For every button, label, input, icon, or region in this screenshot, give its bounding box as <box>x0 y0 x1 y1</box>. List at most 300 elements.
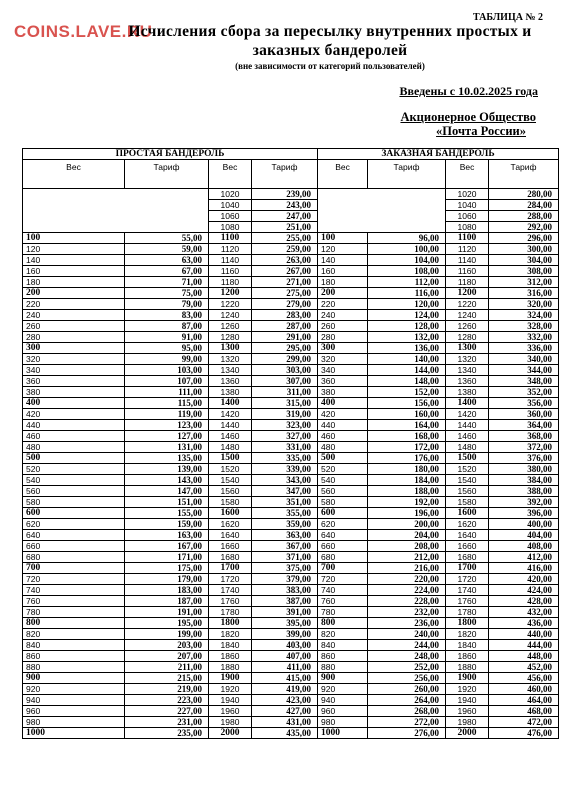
table-cell: 1020 <box>446 189 489 200</box>
tariff-cell: 320,00 <box>489 299 559 310</box>
tariff-cell: 387,00 <box>252 596 318 607</box>
tariff-cell: 355,00 <box>252 508 318 519</box>
weight-cell: 560 <box>318 486 368 497</box>
tariff-cell: 403,00 <box>252 640 318 651</box>
tariff-cell: 184,00 <box>368 475 446 486</box>
organization-line-2: «Почта России» <box>436 124 526 138</box>
table-row <box>23 288 559 299</box>
weight-cell: 1660 <box>209 541 252 552</box>
tariff-cell: 343,00 <box>252 475 318 486</box>
organization-line-1: Акционерное Общество <box>400 110 536 124</box>
weight-cell: 1520 <box>209 464 252 475</box>
weight-cell: 1800 <box>446 618 489 629</box>
weight-cell: 580 <box>318 497 368 508</box>
tariff-cell: 211,00 <box>125 662 209 673</box>
weight-cell: 360 <box>318 376 368 387</box>
weight-cell: 940 <box>23 695 125 706</box>
weight-cell: 1380 <box>209 387 252 398</box>
weight-cell: 1960 <box>446 706 489 717</box>
weight-cell: 1700 <box>209 563 252 574</box>
weight-cell: 620 <box>23 519 125 530</box>
tariff-cell: 268,00 <box>368 706 446 717</box>
table-row <box>23 728 559 739</box>
tariff-cell: 164,00 <box>368 420 446 431</box>
weight-cell: 1560 <box>209 486 252 497</box>
tariff-cell: 392,00 <box>489 497 559 508</box>
table-number: ТАБЛИЦА № 2 <box>472 12 543 23</box>
tariff-cell: 456,00 <box>489 673 559 684</box>
weight-cell: 840 <box>23 640 125 651</box>
weight-cell: 1980 <box>209 717 252 728</box>
tariff-cell: 252,00 <box>368 662 446 673</box>
tariff-cell: 472,00 <box>489 717 559 728</box>
weight-cell: 820 <box>23 629 125 640</box>
table-row <box>23 519 559 530</box>
weight-cell: 1000 <box>318 728 368 739</box>
weight-cell: 1580 <box>446 497 489 508</box>
tariff-cell: 199,00 <box>125 629 209 640</box>
weight-cell: 1260 <box>446 321 489 332</box>
weight-cell: 1400 <box>446 398 489 409</box>
weight-cell: 960 <box>318 706 368 717</box>
weight-cell: 280 <box>318 332 368 343</box>
tariff-cell: 468,00 <box>489 706 559 717</box>
table-row <box>23 629 559 640</box>
tariff-cell: 228,00 <box>368 596 446 607</box>
tariff-cell: 444,00 <box>489 640 559 651</box>
tariff-cell: 419,00 <box>252 684 318 695</box>
table-cell: 280,00 <box>489 189 559 200</box>
tariff-cell: 256,00 <box>368 673 446 684</box>
tariff-cell: 344,00 <box>489 365 559 376</box>
weight-cell: 1320 <box>209 354 252 365</box>
tariff-cell: 160,00 <box>368 409 446 420</box>
tariff-cell: 123,00 <box>125 420 209 431</box>
weight-cell: 1000 <box>23 728 125 739</box>
table-cell: 243,00 <box>252 200 318 211</box>
tariff-cell: 127,00 <box>125 431 209 442</box>
tariff-cell: 104,00 <box>368 255 446 266</box>
weight-cell: 1800 <box>209 618 252 629</box>
weight-cell: 100 <box>23 233 125 244</box>
table-row <box>23 530 559 541</box>
weight-cell: 720 <box>318 574 368 585</box>
weight-cell: 1500 <box>446 453 489 464</box>
table-cell: 292,00 <box>489 222 559 233</box>
weight-cell: 900 <box>318 673 368 684</box>
weight-cell: 500 <box>23 453 125 464</box>
weight-cell: 1140 <box>209 255 252 266</box>
weight-cell: 1340 <box>446 365 489 376</box>
weight-cell: 180 <box>23 277 125 288</box>
tariff-cell: 176,00 <box>368 453 446 464</box>
tariff-cell: 192,00 <box>368 497 446 508</box>
weight-cell: 1780 <box>209 607 252 618</box>
weight-cell: 360 <box>23 376 125 387</box>
weight-cell: 1820 <box>209 629 252 640</box>
weight-cell: 520 <box>23 464 125 475</box>
table-row <box>23 409 559 420</box>
weight-cell: 200 <box>318 288 368 299</box>
weight-cell: 700 <box>318 563 368 574</box>
weight-cell: 160 <box>23 266 125 277</box>
tariff-cell: 195,00 <box>125 618 209 629</box>
tariff-cell: 175,00 <box>125 563 209 574</box>
weight-cell: 760 <box>318 596 368 607</box>
weight-cell: 300 <box>23 343 125 354</box>
tariff-cell: 460,00 <box>489 684 559 695</box>
tariff-cell: 416,00 <box>489 563 559 574</box>
tariff-cell: 148,00 <box>368 376 446 387</box>
tariff-cell: 420,00 <box>489 574 559 585</box>
tariff-cell: 448,00 <box>489 651 559 662</box>
tariff-cell: 119,00 <box>125 409 209 420</box>
weight-cell: 780 <box>23 607 125 618</box>
tariff-cell: 408,00 <box>489 541 559 552</box>
weight-cell: 1220 <box>209 299 252 310</box>
weight-cell: 1840 <box>446 640 489 651</box>
tariff-cell: 364,00 <box>489 420 559 431</box>
tariff-cell: 99,00 <box>125 354 209 365</box>
table-row <box>23 189 559 200</box>
tariff-cell: 332,00 <box>489 332 559 343</box>
table-row <box>23 244 559 255</box>
tariff-table <box>22 148 559 739</box>
table-row <box>23 420 559 431</box>
tariff-cell: 219,00 <box>125 684 209 695</box>
table-row <box>23 332 559 343</box>
weight-cell: 460 <box>318 431 368 442</box>
tariff-cell: 359,00 <box>252 519 318 530</box>
tariff-cell: 172,00 <box>368 442 446 453</box>
table-row <box>23 376 559 387</box>
tariff-cell: 360,00 <box>489 409 559 420</box>
weight-cell: 1720 <box>446 574 489 585</box>
weight-cell: 740 <box>23 585 125 596</box>
weight-cell: 120 <box>318 244 368 255</box>
weight-cell: 960 <box>23 706 125 717</box>
col-weight-header: Вес <box>23 160 125 189</box>
tariff-cell: 220,00 <box>368 574 446 585</box>
tariff-cell: 116,00 <box>368 288 446 299</box>
tariff-cell: 187,00 <box>125 596 209 607</box>
weight-cell: 1860 <box>446 651 489 662</box>
col-weight-header: Вес <box>318 160 368 189</box>
tariff-cell: 436,00 <box>489 618 559 629</box>
table-row <box>23 508 559 519</box>
weight-cell: 640 <box>23 530 125 541</box>
tariff-cell: 427,00 <box>252 706 318 717</box>
weight-cell: 800 <box>318 618 368 629</box>
weight-cell: 1560 <box>446 486 489 497</box>
tariff-cell: 200,00 <box>368 519 446 530</box>
table-row <box>23 266 559 277</box>
table-row <box>23 651 559 662</box>
table-row <box>23 354 559 365</box>
tariff-cell: 223,00 <box>125 695 209 706</box>
tariff-cell: 296,00 <box>489 233 559 244</box>
table-cell: 284,00 <box>489 200 559 211</box>
empty-cell <box>23 189 209 233</box>
weight-cell: 1100 <box>446 233 489 244</box>
weight-cell: 1100 <box>209 233 252 244</box>
tariff-cell: 476,00 <box>489 728 559 739</box>
tariff-cell: 140,00 <box>368 354 446 365</box>
tariff-cell: 71,00 <box>125 277 209 288</box>
weight-cell: 680 <box>23 552 125 563</box>
tariff-cell: 283,00 <box>252 310 318 321</box>
tariff-cell: 395,00 <box>252 618 318 629</box>
weight-cell: 860 <box>23 651 125 662</box>
tariff-cell: 367,00 <box>252 541 318 552</box>
table-cell: 1020 <box>209 189 252 200</box>
weight-cell: 740 <box>318 585 368 596</box>
table-row <box>23 541 559 552</box>
weight-cell: 1480 <box>209 442 252 453</box>
tariff-cell: 363,00 <box>252 530 318 541</box>
weight-cell: 680 <box>318 552 368 563</box>
tariff-cell: 356,00 <box>489 398 559 409</box>
table-cell: 1040 <box>209 200 252 211</box>
weight-cell: 180 <box>318 277 368 288</box>
tariff-cell: 231,00 <box>125 717 209 728</box>
tariff-cell: 300,00 <box>489 244 559 255</box>
weight-cell: 320 <box>23 354 125 365</box>
weight-cell: 1520 <box>446 464 489 475</box>
weight-cell: 1680 <box>446 552 489 563</box>
tariff-cell: 115,00 <box>125 398 209 409</box>
weight-cell: 1220 <box>446 299 489 310</box>
tariff-cell: 96,00 <box>368 233 446 244</box>
tariff-cell: 55,00 <box>125 233 209 244</box>
tariff-cell: 396,00 <box>489 508 559 519</box>
tariff-cell: 111,00 <box>125 387 209 398</box>
table-row <box>23 299 559 310</box>
table-row <box>23 387 559 398</box>
tariff-cell: 100,00 <box>368 244 446 255</box>
weight-cell: 1900 <box>446 673 489 684</box>
tariff-cell: 235,00 <box>125 728 209 739</box>
weight-cell: 400 <box>23 398 125 409</box>
weight-cell: 480 <box>23 442 125 453</box>
weight-cell: 700 <box>23 563 125 574</box>
weight-cell: 1160 <box>209 266 252 277</box>
weight-cell: 1120 <box>446 244 489 255</box>
weight-cell: 1240 <box>209 310 252 321</box>
tariff-cell: 299,00 <box>252 354 318 365</box>
weight-cell: 1740 <box>446 585 489 596</box>
weight-cell: 1400 <box>209 398 252 409</box>
table-row <box>23 255 559 266</box>
tariff-cell: 112,00 <box>368 277 446 288</box>
weight-cell: 1840 <box>209 640 252 651</box>
col-weight-header: Вес <box>209 160 252 189</box>
tariff-cell: 304,00 <box>489 255 559 266</box>
weight-cell: 1460 <box>446 431 489 442</box>
tariff-cell: 179,00 <box>125 574 209 585</box>
table-cell: 1080 <box>209 222 252 233</box>
tariff-cell: 263,00 <box>252 255 318 266</box>
tariff-cell: 216,00 <box>368 563 446 574</box>
tariff-cell: 259,00 <box>252 244 318 255</box>
tariff-cell: 227,00 <box>125 706 209 717</box>
tariff-cell: 91,00 <box>125 332 209 343</box>
weight-cell: 1200 <box>209 288 252 299</box>
effective-date: Введены с 10.02.2025 года <box>399 84 538 98</box>
tariff-cell: 135,00 <box>125 453 209 464</box>
tariff-cell: 236,00 <box>368 618 446 629</box>
tariff-cell: 347,00 <box>252 486 318 497</box>
tariff-cell: 255,00 <box>252 233 318 244</box>
tariff-cell: 348,00 <box>489 376 559 387</box>
tariff-cell: 339,00 <box>252 464 318 475</box>
tariff-cell: 316,00 <box>489 288 559 299</box>
tariff-cell: 351,00 <box>252 497 318 508</box>
col-tariff-header: Тариф <box>125 160 209 189</box>
tariff-cell: 271,00 <box>252 277 318 288</box>
weight-cell: 240 <box>318 310 368 321</box>
tariff-cell: 372,00 <box>489 442 559 453</box>
weight-cell: 1920 <box>446 684 489 695</box>
weight-cell: 1420 <box>209 409 252 420</box>
weight-cell: 140 <box>23 255 125 266</box>
tariff-cell: 375,00 <box>252 563 318 574</box>
weight-cell: 620 <box>318 519 368 530</box>
tariff-cell: 215,00 <box>125 673 209 684</box>
table-cell: 1060 <box>446 211 489 222</box>
tariff-table-body <box>23 189 559 739</box>
weight-cell: 1460 <box>209 431 252 442</box>
weight-cell: 220 <box>318 299 368 310</box>
tariff-cell: 307,00 <box>252 376 318 387</box>
table-row <box>23 431 559 442</box>
weight-cell: 300 <box>318 343 368 354</box>
tariff-cell: 331,00 <box>252 442 318 453</box>
weight-cell: 340 <box>23 365 125 376</box>
tariff-cell: 319,00 <box>252 409 318 420</box>
weight-cell: 1880 <box>209 662 252 673</box>
tariff-cell: 156,00 <box>368 398 446 409</box>
weight-cell: 1240 <box>446 310 489 321</box>
weight-cell: 760 <box>23 596 125 607</box>
table-row <box>23 684 559 695</box>
table-row <box>23 607 559 618</box>
weight-cell: 1660 <box>446 541 489 552</box>
weight-cell: 160 <box>318 266 368 277</box>
tariff-cell: 308,00 <box>489 266 559 277</box>
tariff-cell: 188,00 <box>368 486 446 497</box>
table-row <box>23 596 559 607</box>
weight-cell: 1780 <box>446 607 489 618</box>
tariff-cell: 204,00 <box>368 530 446 541</box>
weight-cell: 400 <box>318 398 368 409</box>
tariff-cell: 151,00 <box>125 497 209 508</box>
tariff-cell: 67,00 <box>125 266 209 277</box>
tariff-cell: 440,00 <box>489 629 559 640</box>
weight-cell: 2000 <box>209 728 252 739</box>
tariff-cell: 63,00 <box>125 255 209 266</box>
table-row <box>23 717 559 728</box>
tariff-cell: 144,00 <box>368 365 446 376</box>
weight-cell: 1620 <box>446 519 489 530</box>
weight-cell: 1120 <box>209 244 252 255</box>
weight-cell: 1260 <box>209 321 252 332</box>
weight-cell: 1920 <box>209 684 252 695</box>
tariff-cell: 171,00 <box>125 552 209 563</box>
weight-cell: 920 <box>318 684 368 695</box>
tariff-cell: 224,00 <box>368 585 446 596</box>
weight-cell: 860 <box>318 651 368 662</box>
tariff-cell: 275,00 <box>252 288 318 299</box>
tariff-cell: 291,00 <box>252 332 318 343</box>
col-tariff-header: Тариф <box>489 160 559 189</box>
tariff-cell: 180,00 <box>368 464 446 475</box>
table-cell: 1080 <box>446 222 489 233</box>
tariff-cell: 132,00 <box>368 332 446 343</box>
weight-cell: 1640 <box>209 530 252 541</box>
empty-cell <box>318 189 446 233</box>
weight-cell: 1380 <box>446 387 489 398</box>
col-tariff-header: Тариф <box>252 160 318 189</box>
tariff-cell: 207,00 <box>125 651 209 662</box>
weight-cell: 1200 <box>446 288 489 299</box>
tariff-cell: 276,00 <box>368 728 446 739</box>
tariff-cell: 163,00 <box>125 530 209 541</box>
weight-cell: 1760 <box>209 596 252 607</box>
tariff-cell: 295,00 <box>252 343 318 354</box>
document-title: Исчисления сбора за пересылку внутренних простых и заказных бандеролей <box>128 23 532 59</box>
weight-cell: 2000 <box>446 728 489 739</box>
weight-cell: 1420 <box>446 409 489 420</box>
weight-cell: 780 <box>318 607 368 618</box>
weight-cell: 440 <box>23 420 125 431</box>
weight-cell: 660 <box>318 541 368 552</box>
weight-cell: 660 <box>23 541 125 552</box>
table-cell: 247,00 <box>252 211 318 222</box>
tariff-cell: 335,00 <box>252 453 318 464</box>
table-cell: 288,00 <box>489 211 559 222</box>
weight-cell: 420 <box>23 409 125 420</box>
tariff-cell: 75,00 <box>125 288 209 299</box>
table-row <box>23 321 559 332</box>
weight-cell: 200 <box>23 288 125 299</box>
weight-cell: 1680 <box>209 552 252 563</box>
tariff-cell: 404,00 <box>489 530 559 541</box>
tariff-cell: 383,00 <box>252 585 318 596</box>
weight-cell: 880 <box>23 662 125 673</box>
table-cell: 251,00 <box>252 222 318 233</box>
tariff-cell: 267,00 <box>252 266 318 277</box>
weight-cell: 540 <box>23 475 125 486</box>
tariff-cell: 212,00 <box>368 552 446 563</box>
weight-cell: 1700 <box>446 563 489 574</box>
tariff-cell: 264,00 <box>368 695 446 706</box>
weight-cell: 1140 <box>446 255 489 266</box>
tariff-cell: 87,00 <box>125 321 209 332</box>
document-subtitle: (вне зависимости от категорий пользователей) <box>235 61 425 71</box>
table-row <box>23 497 559 508</box>
weight-cell: 540 <box>318 475 368 486</box>
tariff-cell: 424,00 <box>489 585 559 596</box>
table-row <box>23 277 559 288</box>
watermark: COINS.LAVE.RU <box>14 22 153 41</box>
table-row <box>23 563 559 574</box>
weight-cell: 140 <box>318 255 368 266</box>
tariff-cell: 136,00 <box>368 343 446 354</box>
weight-cell: 1600 <box>446 508 489 519</box>
weight-cell: 1280 <box>209 332 252 343</box>
table-row <box>23 662 559 673</box>
